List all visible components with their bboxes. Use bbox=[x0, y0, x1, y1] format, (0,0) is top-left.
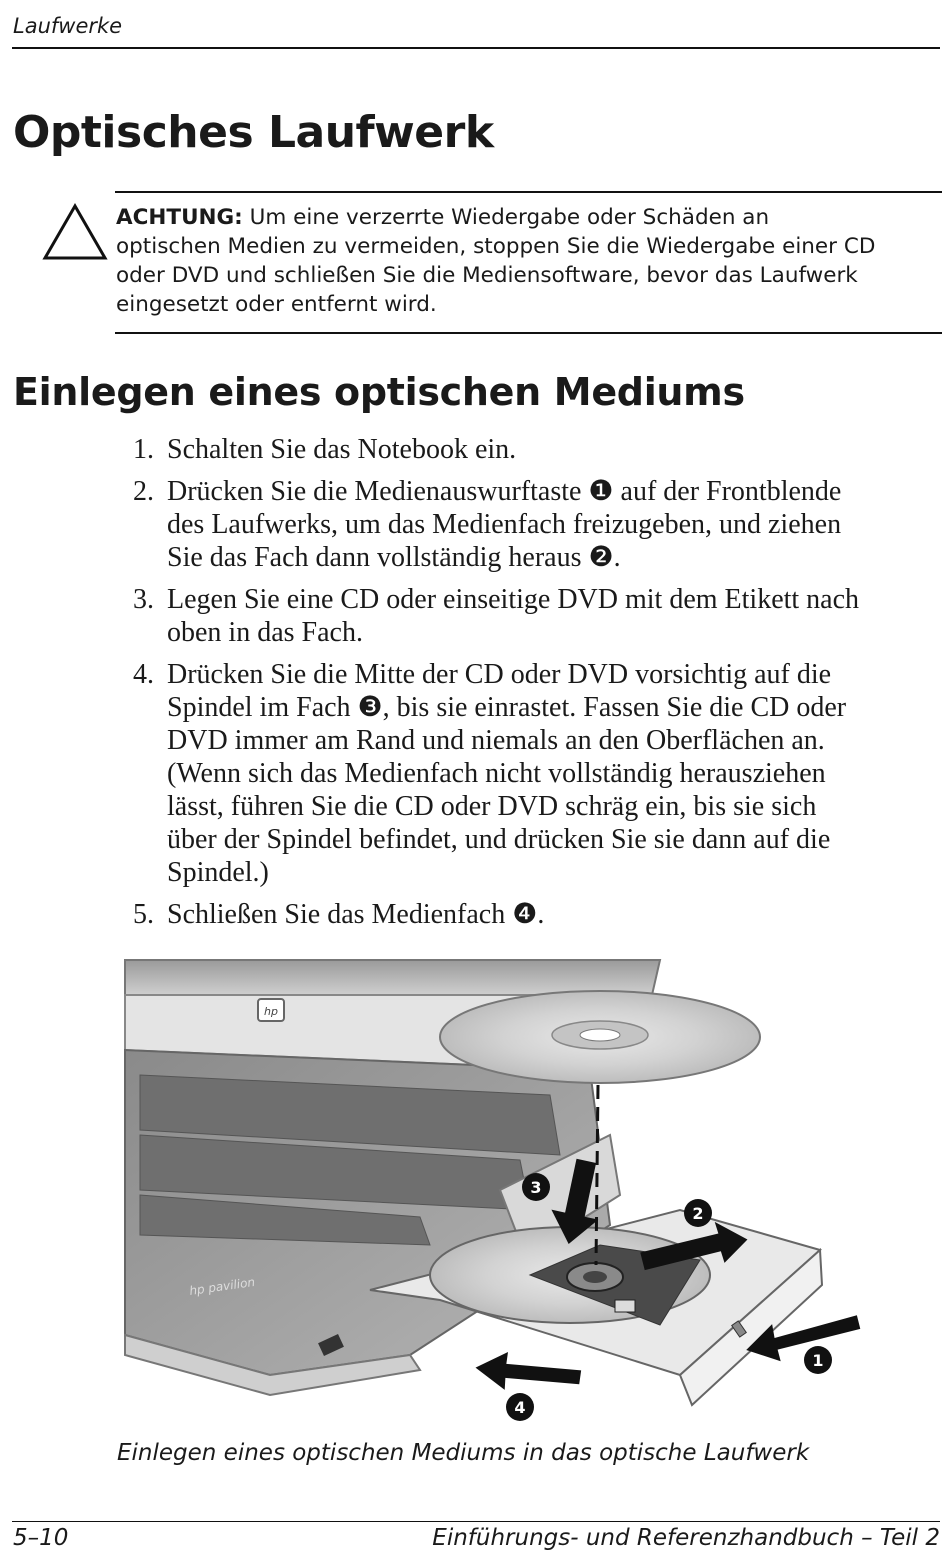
spindle-hub bbox=[583, 1271, 607, 1283]
step-line: Schalten Sie das Notebook ein. bbox=[167, 434, 517, 465]
step-item bbox=[133, 433, 938, 466]
caution-label: ACHTUNG: bbox=[116, 205, 243, 230]
step-line: über der Spindel befindet, und drücken Sie sie dann auf die bbox=[167, 824, 831, 855]
caution-line: Um eine verzerrte Wiedergabe oder Schäden an bbox=[249, 205, 770, 230]
caution-rule-top bbox=[115, 191, 942, 193]
tray-chip bbox=[615, 1300, 635, 1312]
step-line: lässt, führen Sie die CD oder DVD schräg ein, bis sie sich bbox=[167, 791, 817, 822]
running-header: Laufwerke bbox=[13, 14, 123, 38]
callout-label: 1 bbox=[812, 1351, 824, 1370]
warning-triangle-icon bbox=[42, 203, 108, 261]
step-item bbox=[133, 583, 938, 649]
subsection-title: Einlegen eines optischen Mediums bbox=[13, 370, 745, 414]
step-line: DVD immer am Rand und niemals an den Oberflächen an. bbox=[167, 725, 825, 756]
step-item bbox=[133, 898, 938, 931]
callout-1 bbox=[804, 1346, 832, 1374]
footer-rule bbox=[12, 1521, 940, 1522]
floating-disc-hole bbox=[580, 1029, 620, 1041]
callout-label: 3 bbox=[530, 1178, 542, 1197]
step-line: Sie das Fach dann vollständig heraus ❷. bbox=[167, 542, 621, 573]
callout-label: 4 bbox=[514, 1398, 526, 1417]
page-number: 5–10 bbox=[13, 1525, 69, 1551]
step-line: Drücken Sie die Mitte der CD oder DVD vorsichtig auf die bbox=[167, 659, 832, 690]
step-number: 3. bbox=[133, 584, 154, 615]
step-line: Legen Sie eine CD oder einseitige DVD mit dem Etikett nach bbox=[167, 584, 860, 615]
step-number: 1. bbox=[133, 434, 154, 465]
arrow-close bbox=[473, 1348, 582, 1400]
figure-caption: Einlegen eines optischen Mediums in das optische Laufwerk bbox=[117, 1440, 810, 1466]
step-line: oben in das Fach. bbox=[167, 617, 363, 648]
hp-logo-text: hp bbox=[264, 1005, 278, 1018]
step-line: Spindel.) bbox=[167, 857, 269, 888]
step-line: (Wenn sich das Medienfach nicht vollständig herausziehen bbox=[167, 758, 826, 789]
caution-line: optischen Medien zu vermeiden, stoppen Sie die Wiedergabe einer CD bbox=[116, 234, 876, 259]
step-list bbox=[133, 433, 938, 940]
step-line: Drücken Sie die Medienauswurftaste ❶ auf der Frontblende bbox=[167, 476, 842, 507]
callout-label: 2 bbox=[692, 1204, 704, 1223]
step-line: des Laufwerks, um das Medienfach freizugeben, und ziehen bbox=[167, 509, 842, 540]
step-line: Spindel im Fach ❸, bis sie einrastet. Fassen Sie die CD oder bbox=[167, 692, 847, 723]
step-number: 2. bbox=[133, 476, 154, 507]
caution-line: oder DVD und schließen Sie die Mediensoftware, bevor das Laufwerk bbox=[116, 263, 858, 288]
caution-rule-bottom bbox=[115, 332, 942, 334]
step-line: Schließen Sie das Medienfach ❹. bbox=[167, 899, 545, 930]
step-item bbox=[133, 658, 938, 889]
callout-3 bbox=[522, 1173, 550, 1201]
laptop-lid bbox=[125, 960, 660, 995]
page-title: Optisches Laufwerk bbox=[13, 107, 494, 158]
optical-drive-illustration bbox=[120, 955, 900, 1435]
caution-notice bbox=[116, 203, 916, 319]
caution-line: eingesetzt oder entfernt wird. bbox=[116, 292, 437, 317]
step-number: 5. bbox=[133, 899, 154, 930]
callout-2 bbox=[684, 1199, 712, 1227]
brand-text: hp pavilion bbox=[188, 1274, 256, 1298]
step-number: 4. bbox=[133, 659, 154, 690]
header-rule bbox=[12, 47, 940, 49]
callout-4 bbox=[506, 1393, 534, 1421]
step-item bbox=[133, 475, 938, 574]
book-title: Einführungs- und Referenzhandbuch – Teil 2 bbox=[432, 1525, 940, 1551]
